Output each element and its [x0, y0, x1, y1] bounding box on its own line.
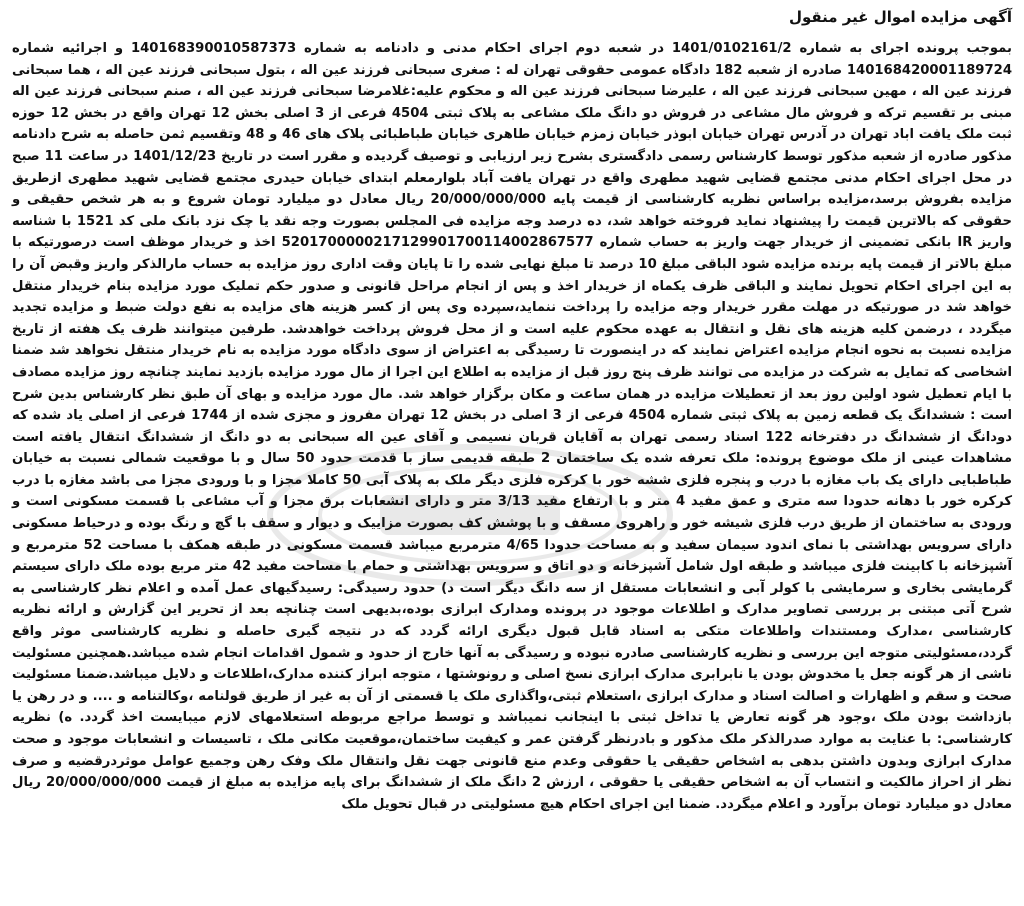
notice-title: آگهی مزایده اموال غیر منقول	[788, 8, 1012, 26]
notice-body: بموجب پرونده اجرای به شماره 1401/0102161/2 در شعبه دوم اجرای احکام مدنی و دادنامه به شماره 140168390010587373 و اجرائیه شماره 140168420001189724 صادره از شعبه 182 دادگاه عمومی حقوقی تهران له : صغری سبحانی فرزند عین اله ، بتول سبحانی فرزند عین اله ، هما سبحانی فرزند عین اله ، مهین سبحانی فرزند عین اله ، علیرضا سبحانی فرزند عین اله و محکوم علیه:غلامرضا سبحانی فرزند عین اله ، صنم سبحانی فرزند عین اله مبنی بر تقسیم ترکه و فروش مال مشاعی در فروش دو دانگ ملک مشاعی به پلاک ثبتی 4504 فرعی از 3 اصلی بخش 12 تهران واقع در بخش 12 حوزه ثبت ملک یافت اباد تهران در آدرس تهران خیابان ابوذر خیابان زمزم خیابان طاهری خیابان طباطبائی پلاک های 46 و 48 وتقسیم ثمن حاصله به شرح دادنامه مذکور صادره از شعبه مذکور توسط کارشناس رسمی دادگستری بشرح زیر ارزیابی و توصیف گردیده و مقرر است در تاریخ 1401/12/23 در ساعت 11 صبح در محل اجرای احکام مدنی مجتمع قضایی شهید مطهری واقع در تهران یافت آباد بلوارمعلم ابتدای خیابان حیدری مجتمع قضایی شهید مطهری ازطریق مزایده بفروش برسد،مزایده براساس نظریه کارشناسی از قیمت پایه 20/000/000/000 ریال معادل دو میلیارد تومان شروع و به هر شخص حقیقی و حقوقی که بالاترین قیمت را پیشنهاد نماید فروخته خواهد شد، ده درصد وجه مزایده فی المجلس بصورت وجه نقد یا چک نزد بانک ملی کد 1521 با شناسه واریز IR بانکی تضمینی از خریدار جهت واریز به حساب شماره 5201700000217129901700114002867577 اخذ و خریدار موظف است درصورتیکه با مبلغ بالاتر از قیمت پایه برنده مزایده شود الباقی مبلغ 10 درصد تا مبلغ نهایی شده را تا پایان وقت اداری روز مزایده به حساب مارالذکر واریز وقبض آن را به این اجرای احکام تحویل نمایند و الباقی ظرف یکماه از خریدار اخذ و پس از انجام مراحل قانونی و صدور حکم تملیک مورد مزایده بنام خریدار منتقل خواهد شد در صورتیکه در مهلت مقرر خریدار وجه مزایده را پرداخت ننماید،سپرده وی پس از کسر هزینه های مزایده به نفع دولت ضبط و مزایده تجدید میگردد ، درضمن کلیه هزینه های نقل و انتقال به عهده محکوم علیه است و از محل فروش پرداخت خواهدشد. طرفین میتوانند ظرف یک هفته از تاریخ مزایده نسبت به نحوه انجام مزایده اعتراض نمایند که در اینصورت تا رسیدگی به اعتراض از سوی دادگاه مورد مزایده به نام خریدار منتقل نخواهد شد ضمنا اشخاصی که تمایل به شرکت در مزایده می توانند ظرف پنج روز قبل از مزایده به اطلاع این اجرا از مال مورد مزایده بازدید نمایند چنانچه روز مزایده مصادف با ایام تعطیل شود اولین روز بعد از تعطیلات مزایده در همان ساعت و مکان برگزار خواهد شد. مال مورد مزایده و بهای آن طبق نظر کارشناس بدین شرح است : ششدانگ یک قطعه زمین به پلاک ثبتی شماره 4504 فرعی از 3 اصلی در بخش 12 تهران مفروز و مجزی شده از 1744 فرعی از اصلی یاد شده که دودانگ از ششدانگ در دفترخانه 122 اسناد رسمی تهران به آقایان قربان نسیمی و آقای عین اله سبحانی به دو دانگ از ششدانگ انتقال یافته است مشاهدات عینی از ملک موضوع پرونده: ملک تعرفه شده یک ساختمان 2 طبقه قدیمی ساز با قدمت حدود 50 سال و با موقعیت شمالی نسبت به خیابان طباطبایی دارای یک باب مغازه با درب و پنجره فلزی ششه خور با کرکره فلزی دیگر ملک به پلاک آبی 50 کاملا مجزا و با ورودی مجزا می باشد مغازه با درب کرکره خور با دهانه حدودا سه متری و عمق مفید 4 متر و با ارتفاع مفید 3/13 متر و دارای انشعابات برق مجزا و آب مشاعی با قسمت مسکونی است و ورودی به ساختمان از طریق درب فلزی شیشه خور و راهروی مسقف و با پوشش کف بصورت مزاییک و دیوار و سقف با گچ و رنگ بوده و درحیاط مسکونی دارای سرویس بهداشتی با نمای اندود سیمان سفید و به مساحت حدودا 4/65 مترمربع میباشد قسمت مسکونی در طبقه همکف با مساحت 52 مترمربع و آشپزخانه با کابینت فلزی میباشد و طبقه اول شامل آشپزخانه و دو اتاق و سرویس بهداشتی و حمام با مساحت مفید 42 متر مربع بوده ملک دارای سیستم گرمایشی بخاری و سرمایشی با کولر آبی و انشعابات مستقل از سه دانگ دیگر است د) حدود رسیدگی: رسیدگیهای عمل آمده و اعلام نظر کارشناسی به شرح آتی مبتنی بر بررسی تصاویر مدارک و اطلاعات موجود در پرونده ومدارک ابرازی بوده،بدیهی است چنانچه بعد از تحریر این گزارش و ارائه نظریه کارشناسی ،مدارک ومستندات واطلاعات متکی به اسناد قابل قبول دیگری ارائه گردد که در نتیجه گیری حاصله و نظریه کارشناسی موثر واقع گردد،مسئولیتی متوجه این بررسی و نظریه کارشناسی صادره نبوده و رسیدگی به آنها خارج از حدود و شمول اقدامات انجام شده میباشد.همچنین مسئولیت ناشی از هر گونه جعل یا مخدوش بودن یا نابرابری مدارک ابرازی نسخ اصلی و رونوشتها ، متوجه ابراز کننده مدارک،اطلاعات و دلایل میباشد.ضمنا مسئولیت صحت و سقم و اظهارات و اصالت اسناد و مدارک ابرازی ،استعلام ثبتی،واگذاری ملک یا قسمتی از آن به غیر از طریق قولنامه ،وکالتنامه و .... و در رهن یا بازداشت بودن ملک ،وجود هر گونه تعارض یا تداخل ثبتی با اینجانب نمیباشد و توسط مراجع مربوطه استعلامهای لازم میبایست اخذ گردد. ه) نظریه کارشناسی: با عنایت به موارد صدرالذکر ملک مذکور و بادرنظر گرفتن عمر و کیفیت ساختمان،موقعیت مکانی ملک ، تاسیسات و انشعابات موجود و صحت مدارک ابرازی وبدون داشتن بدهی به اشخاص حقیقی یا حقوقی وعدم منع قانونی جهت نقل وانتقال ملک وفک رهن وجمیع عوامل موثردرقضیه و صرف نظر از احراز مالکیت و انتساب آن به اشخاص حقیقی یا حقوقی ، ارزش 2 دانگ ملک از ششدانگ برای پایه مزایده به مبلغ از قیمت 20/000/000/000 ریال معادل دو میلیارد تومان برآورد و اعلام میگردد. ضمنا این اجرای احکام هیچ مسئولیتی در قبال تحویل ملک	[12, 41, 1013, 812]
